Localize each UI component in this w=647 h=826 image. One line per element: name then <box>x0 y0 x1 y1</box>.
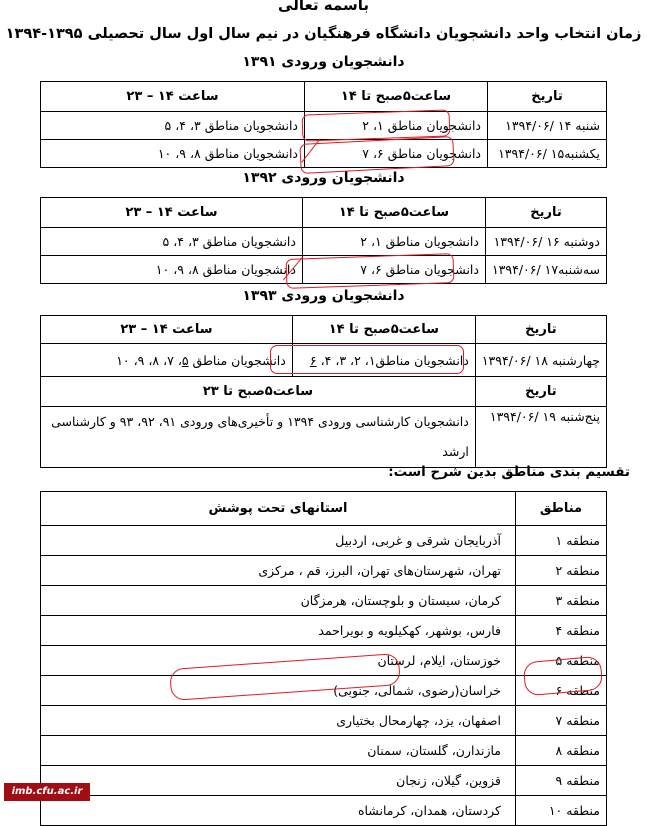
table-row <box>41 736 607 766</box>
region-cell: منطقه ۷ <box>516 706 607 736</box>
region-cell: منطقه ۲ <box>516 556 607 586</box>
afternoon-cell: دانشجویان مناطق ۸، ۹، ۱۰ <box>41 140 305 168</box>
afternoon-regions: ، ۷، ۸، ۹، ۱۰ <box>116 352 182 368</box>
morning-regions: دانشجویان مناطق۱، ۲، ۳، ۴، <box>316 352 469 368</box>
table-header-row <box>41 492 607 526</box>
col-date: تاریخ <box>485 198 606 228</box>
schedule-table-1393 <box>40 315 607 468</box>
provinces-cell: فارس، بوشهر، کهکیلویه و بویراحمد <box>41 616 516 646</box>
provinces-cell: خوزستان، ایلام، لرستان <box>41 646 516 676</box>
region-cell: منطقه ۸ <box>516 736 607 766</box>
basmala: باسمه تعالی <box>278 0 369 14</box>
table-header-row <box>41 198 607 228</box>
date-cell: چهارشنبه ۱۸ /۱۳۹۴/۰۶ <box>475 344 606 377</box>
region-cell: منطقه ۹ <box>516 766 607 796</box>
afternoon-cell: دانشجویان مناطق ۳، ۴، ۵ <box>41 112 305 140</box>
provinces-cell: قزوین، گیلان، زنجان <box>41 766 516 796</box>
section-title-1393: دانشجویان ورودی ۱۳۹۳ <box>242 288 405 304</box>
region-cell: منطقه ۳ <box>516 586 607 616</box>
col-provinces: استانهای تحت پوشش <box>41 492 516 526</box>
col-date: تاریخ <box>488 82 607 112</box>
morning-cell: دانشجویان مناطق ۱، ۲ <box>302 228 485 256</box>
underlined-region: ۵ <box>181 352 189 368</box>
morning-cell: دانشجویان مناطق ۶، ۷ <box>302 256 485 284</box>
region-cell: منطقه ۶ <box>516 676 607 706</box>
regions-intro: تقسیم بندی مناطق بدین شرح است: <box>388 464 630 480</box>
table-row <box>41 616 607 646</box>
afternoon-cell: دانشجویان مناطق ۳، ۴، ۵ <box>41 228 303 256</box>
col-afternoon: ساعت ۱۴ – ۲۳ <box>41 82 305 112</box>
table-row <box>41 586 607 616</box>
watermark: imb.cfu.ac.ir <box>4 783 90 801</box>
provinces-cell: مازندارن، گلستان، سمنان <box>41 736 516 766</box>
col-morning: ساعت۵صبح تا ۱۴ <box>305 82 488 112</box>
col-morning: ساعت۵صبح تا ۱۴ <box>292 316 475 344</box>
table-header-row <box>41 377 607 407</box>
date-cell: پنج‌شنبه ۱۹ /۱۳۹۴/۰۶ <box>475 407 606 468</box>
morning-cell: دانشجویان مناطق ۶، ۷ <box>305 140 488 168</box>
provinces-cell: کرمان، سیستان و بلوچستان، هرمزگان <box>41 586 516 616</box>
date-cell: سه‌شنبه۱۷ /۱۳۹۴/۰۶ <box>485 256 606 284</box>
provinces-cell: تهران، شهرستان‌های تهران، البرز، قم ، مرکزی <box>41 556 516 586</box>
date-cell: شنبه ۱۴ /۱۳۹۴/۰۶ <box>488 112 607 140</box>
table-row <box>41 407 607 468</box>
provinces-cell: اصفهان، یزد، چهارمحال بختیاری <box>41 706 516 736</box>
col-morning: ساعت۵صبح تا ۱۴ <box>302 198 485 228</box>
date-cell: دوشنبه ۱۶ /۱۳۹۴/۰۶ <box>485 228 606 256</box>
col-date: تاریخ <box>475 316 606 344</box>
col-afternoon: ساعت ۱۴ – ۲۳ <box>41 316 293 344</box>
table-header-row <box>41 316 607 344</box>
page-title: زمان انتخاب واحد دانشجویان دانشگاه فرهنگیان در نیم سال اول سال تحصیلی ۱۳۹۵-۱۳۹۴ <box>5 26 642 42</box>
annotation-box-1393 <box>270 345 464 374</box>
description-cell: دانشجویان کارشناسی ورودی ۱۳۹۴ و تأخیری‌های ورودی ۹۱، ۹۲، ۹۳ و کارشناسی ارشد <box>41 407 476 468</box>
col-region: مناطق <box>516 492 607 526</box>
table-row <box>41 556 607 586</box>
col-hours: ساعت۵صبح تا ۲۳ <box>41 377 476 407</box>
afternoon-cell <box>41 344 293 377</box>
annotation-circle-1392 <box>286 253 455 289</box>
col-date: تاریخ <box>475 377 606 407</box>
section-title-1391: دانشجویان ورودی ۱۳۹۱ <box>242 54 405 70</box>
underlined-region: ۶ <box>309 352 317 368</box>
morning-cell: دانشجویان مناطق ۱، ۲ <box>305 112 488 140</box>
region-cell: منطقه ۵ <box>516 646 607 676</box>
region-cell: منطقه ۱۰ <box>516 796 607 826</box>
col-afternoon: ساعت ۱۴ – ۲۳ <box>41 198 303 228</box>
region-cell: منطقه ۴ <box>516 616 607 646</box>
annotation-circle-region6 <box>523 656 604 697</box>
provinces-cell: آذربایجان شرقی و غربی، اردبیل <box>41 526 516 556</box>
provinces-cell: کردستان، همدان، کرمانشاه <box>41 796 516 826</box>
table-row <box>41 526 607 556</box>
afternoon-label: دانشجویان مناطق <box>188 352 286 368</box>
afternoon-cell: دانشجویان مناطق ۸، ۹، ۱۰ <box>41 256 303 284</box>
table-row <box>41 796 607 826</box>
section-title-1392: دانشجویان ورودی ۱۳۹۲ <box>242 170 405 186</box>
region-cell: منطقه ۱ <box>516 526 607 556</box>
table-row <box>41 228 607 256</box>
table-row <box>41 706 607 736</box>
table-header-row <box>41 82 607 112</box>
date-cell: یکشنبه۱۵ /۱۳۹۴/۰۶ <box>488 140 607 168</box>
provinces-cell: خراسان(رضوی، شمالی، جنوبی) <box>41 676 516 706</box>
table-row <box>41 766 607 796</box>
